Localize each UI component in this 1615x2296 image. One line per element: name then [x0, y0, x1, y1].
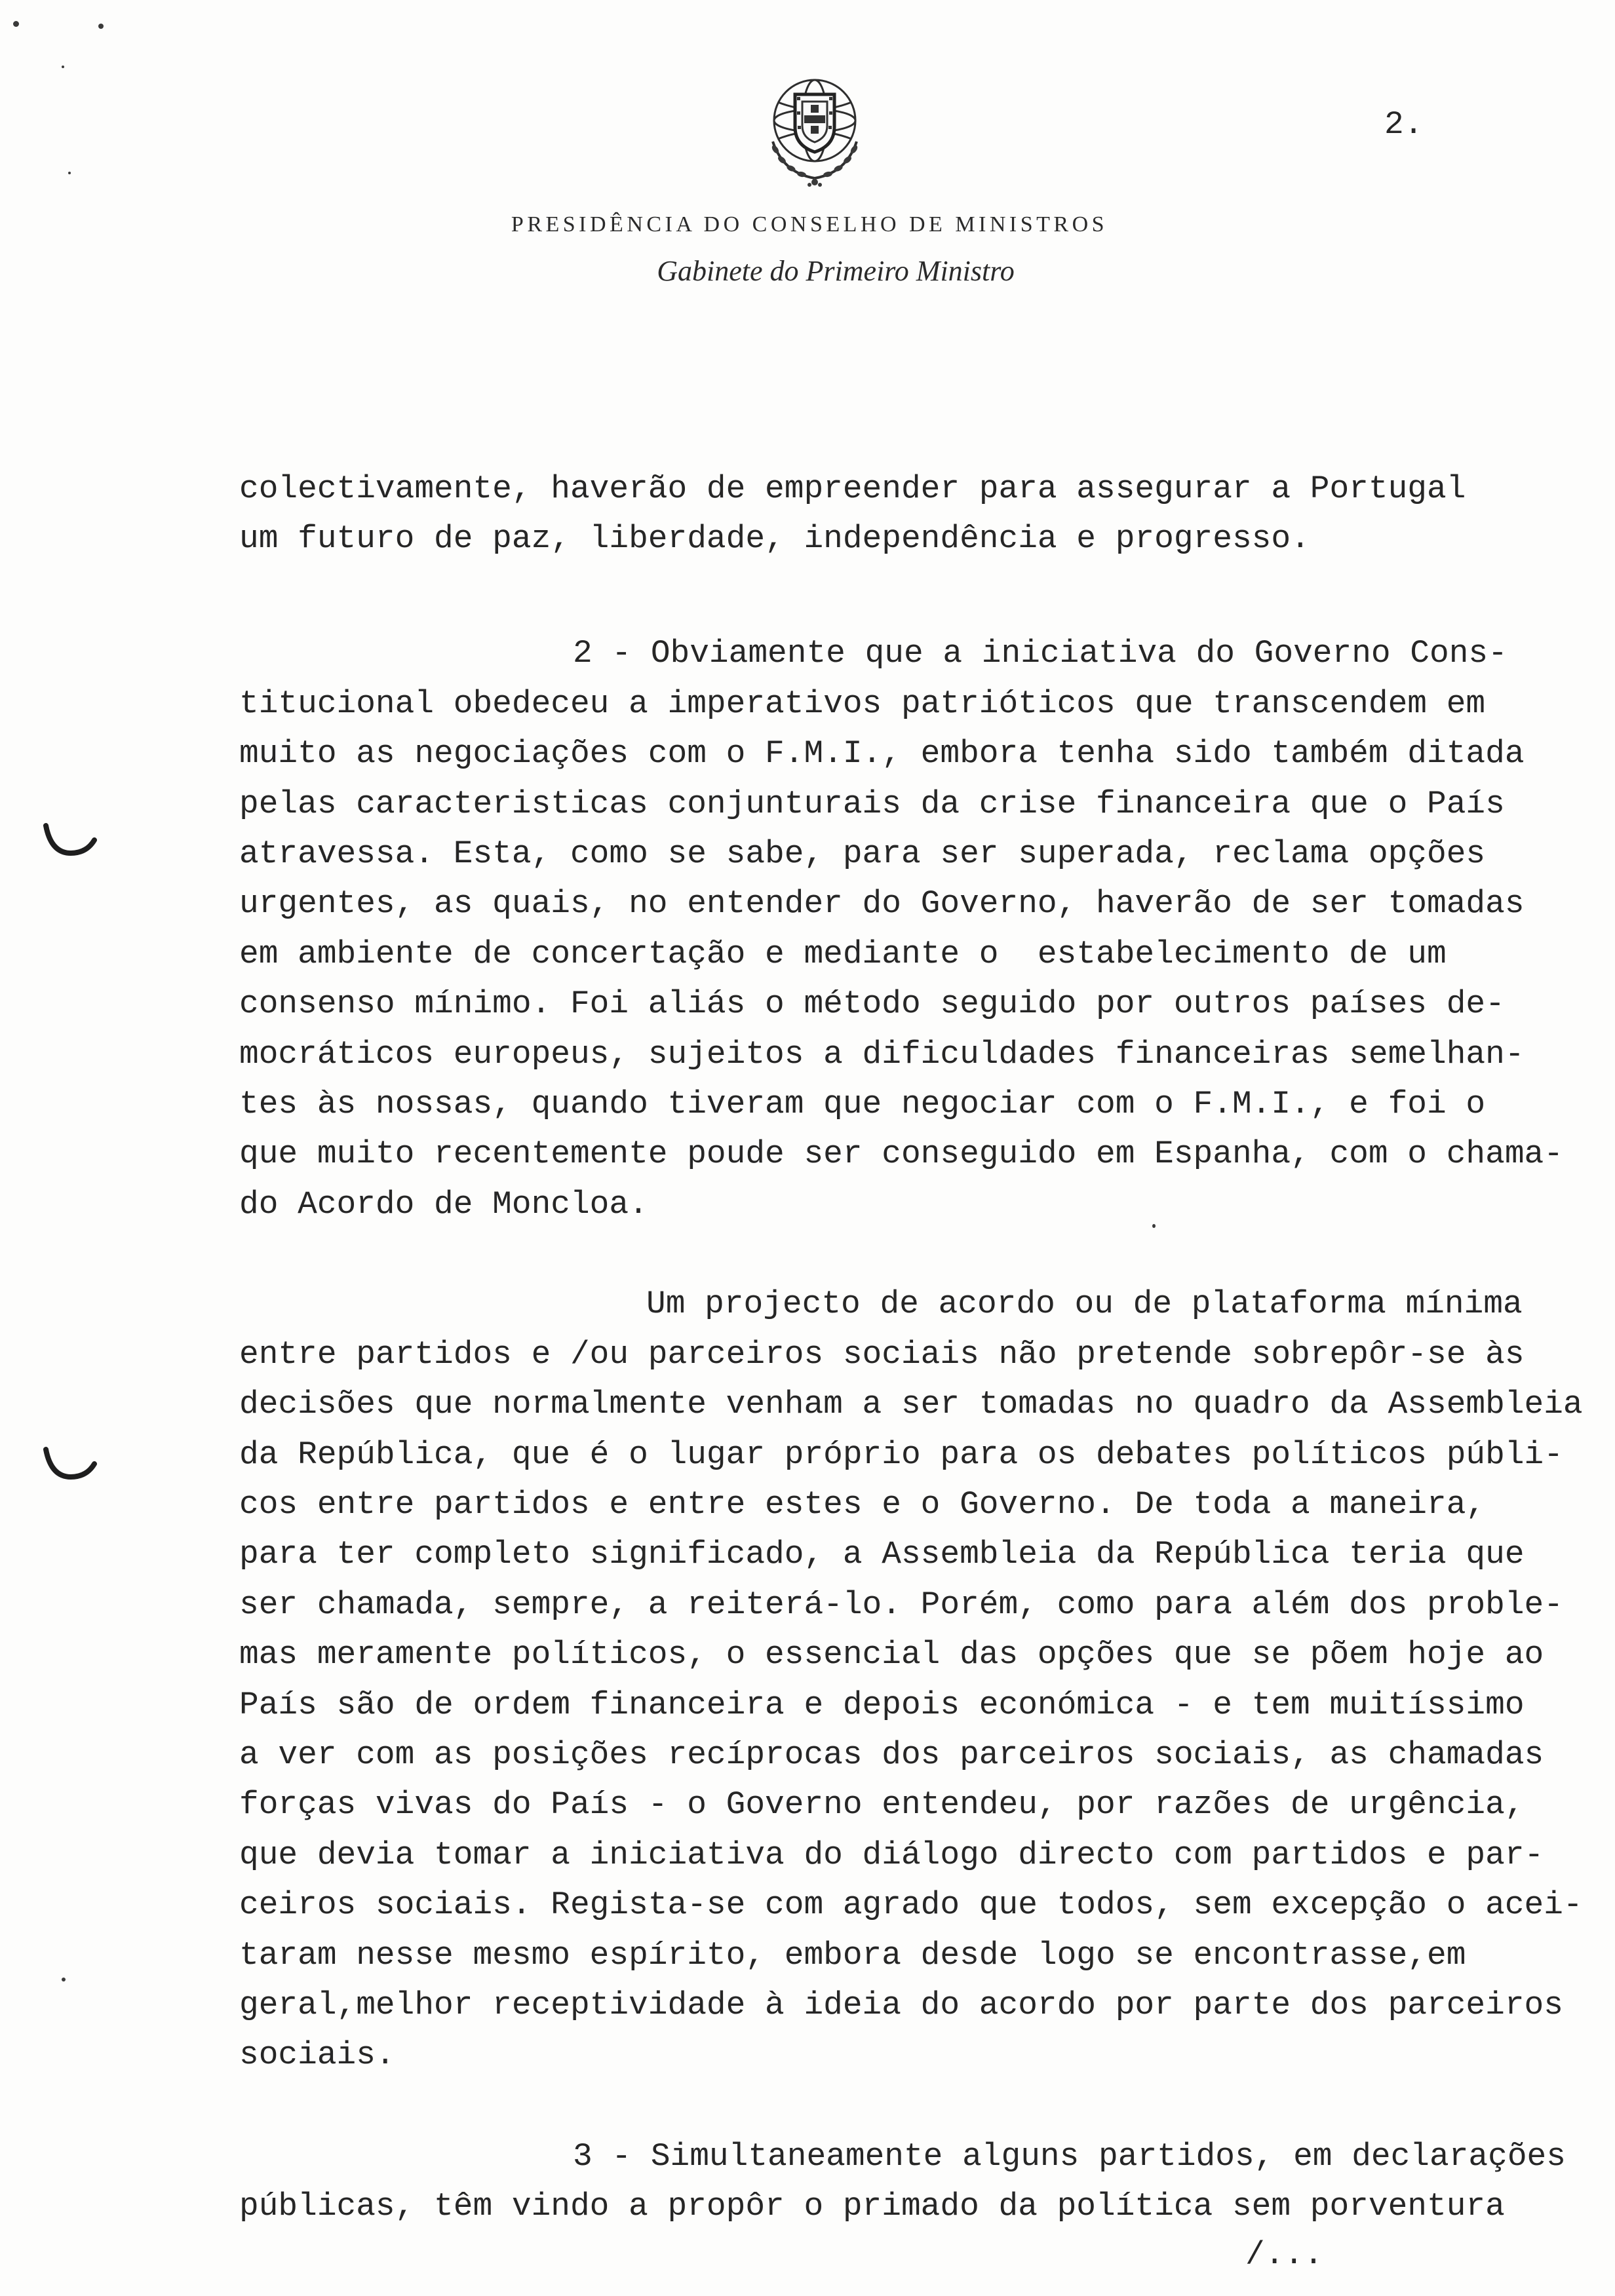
- body-line: a ver com as posições recíprocas dos parceiros sociais, as chamadas: [239, 1736, 1544, 1773]
- body-line: 2 - Obviamente que a iniciativa do Governo Cons-: [573, 635, 1508, 672]
- scan-speck: [13, 21, 19, 27]
- body-line: consenso mínimo. Foi aliás o método seguido por outros países de-: [239, 985, 1505, 1023]
- punch-hole-mark: [42, 820, 97, 860]
- body-line: públicas, têm vindo a propôr o primado da política sem porventura: [239, 2188, 1505, 2225]
- body-line: decisões que normalmente venham a ser tomadas no quadro da Assembleia: [239, 1386, 1583, 1423]
- body-line: colectivamente, haverão de empreender para assegurar a Portugal: [239, 470, 1466, 507]
- body-line: Um projecto de acordo ou de plataforma mínima: [646, 1286, 1523, 1323]
- body-line: 3 - Simultaneamente alguns partidos, em declarações: [573, 2137, 1566, 2175]
- body-line: taram nesse mesmo espírito, embora desde logo se encontrasse,em: [239, 1936, 1466, 1974]
- body-text: [239, 464, 1603, 2231]
- scan-speck: [68, 172, 71, 174]
- body-line: muito as negociações com o F.M.I., embora tenha sido também ditada: [239, 735, 1525, 773]
- office-subheading: Gabinete do Primeiro Ministro: [657, 255, 1015, 287]
- body-line: sociais.: [239, 2037, 395, 2074]
- body-line: forças vivas do País - o Governo entendeu, por razões de urgência,: [239, 1786, 1525, 1824]
- body-line: atravessa. Esta, como se sabe, para ser superada, reclama opções: [239, 835, 1486, 872]
- body-line: para ter completo significado, a Assembleia da República teria que: [239, 1536, 1525, 1573]
- body-line: do Acordo de Moncloa.: [239, 1185, 648, 1223]
- body-line: cos entre partidos e entre estes e o Governo. De toda a maneira,: [239, 1486, 1486, 1523]
- body-line: entre partidos e /ou parceiros sociais não pretende sobrepôr-se às: [239, 1335, 1525, 1373]
- body-line: mas meramente políticos, o essencial das opções que se põem hoje ao: [239, 1636, 1544, 1674]
- paragraph: [239, 2132, 1603, 2232]
- scan-speck: [98, 24, 104, 29]
- paragraph: [239, 628, 1603, 1229]
- paragraph: [239, 464, 1603, 564]
- punch-hole-mark: [42, 1444, 97, 1483]
- body-line: um futuro de paz, liberdade, independência e progresso.: [239, 520, 1310, 558]
- page-number: 2.: [1384, 106, 1424, 143]
- body-line: que muito recentemente poude ser conseguido em Espanha, com o chama-: [239, 1136, 1563, 1173]
- body-line: País são de ordem financeira e depois económica - e tem muitíssimo: [239, 1686, 1525, 1723]
- coat-of-arms-icon: [758, 68, 871, 187]
- body-line: da República, que é o lugar próprio para os debates políticos públi-: [239, 1436, 1563, 1473]
- body-line: em ambiente de concertação e mediante o estabelecimento de um: [239, 935, 1447, 972]
- body-line: que devia tomar a iniciativa do diálogo directo com partidos e par-: [239, 1836, 1544, 1873]
- body-line: geral,melhor receptividade à ideia do acordo por parte dos parceiros: [239, 1986, 1563, 2023]
- scan-speck: [62, 66, 64, 68]
- body-line: ceiros sociais. Regista-se com agrado que todos, sem excepção o acei-: [239, 1886, 1583, 1924]
- body-line: urgentes, as quais, no entender do Governo, haverão de ser tomadas: [239, 885, 1525, 923]
- scan-speck: [62, 1978, 66, 1981]
- body-line: mocráticos europeus, sujeitos a dificuldades financeiras semelhan-: [239, 1035, 1525, 1073]
- body-line: titucional obedeceu a imperativos patrióticos que transcendem em: [239, 685, 1486, 722]
- body-line: pelas caracteristicas conjunturais da crise financeira que o País: [239, 785, 1505, 822]
- scan-speck: [1152, 1224, 1156, 1228]
- paragraph: [239, 1279, 1603, 2080]
- continuation-mark: /...: [1245, 2236, 1323, 2273]
- body-line: tes às nossas, quando tiveram que negociar com o F.M.I., e foi o: [239, 1085, 1486, 1122]
- body-line: ser chamada, sempre, a reiterá-lo. Porém, como para além dos proble-: [239, 1586, 1563, 1623]
- institution-heading: PRESIDÊNCIA DO CONSELHO DE MINISTROS: [511, 212, 1108, 237]
